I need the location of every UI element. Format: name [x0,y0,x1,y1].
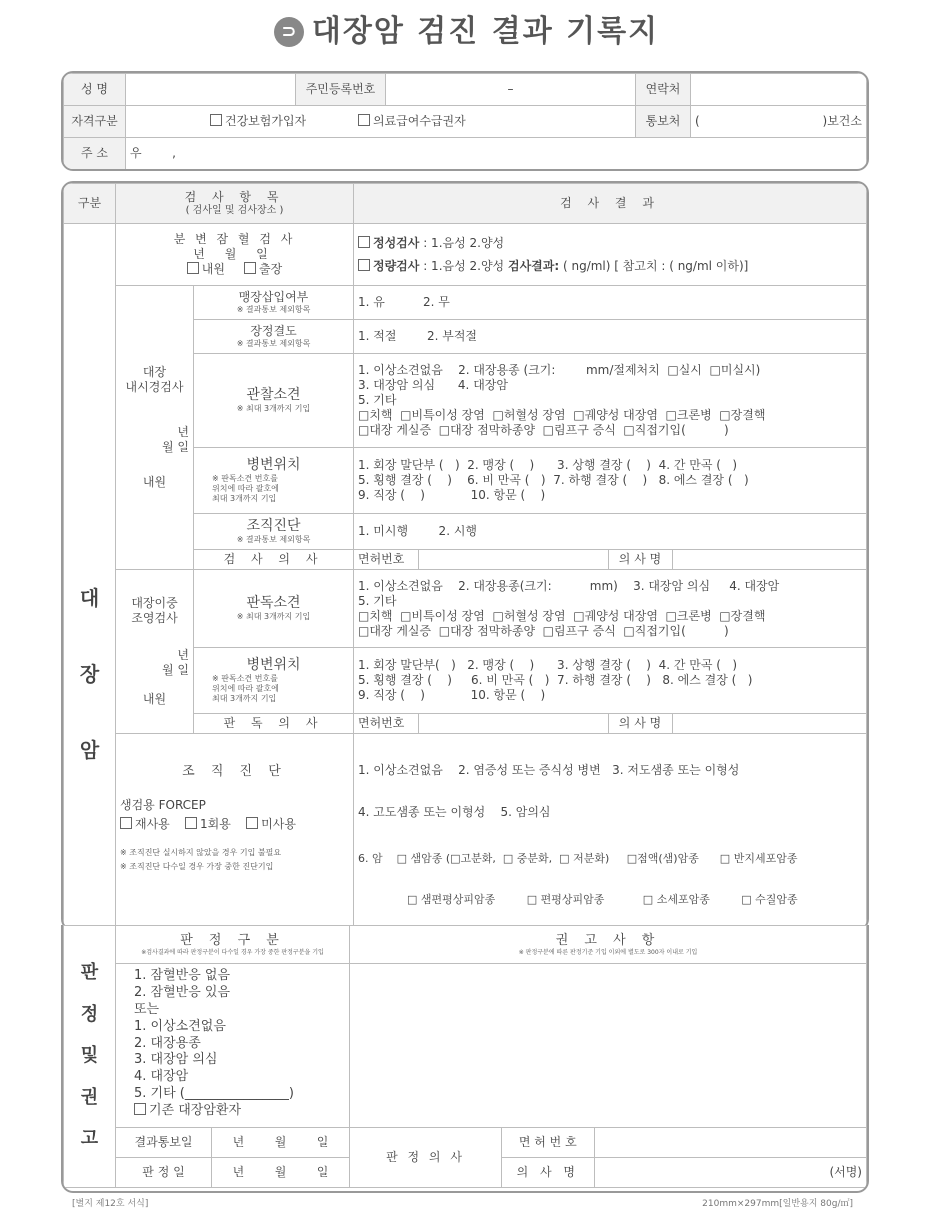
logo-icon: ⊃ [274,17,304,47]
head-results: 검 사 결 과 [354,184,867,224]
checkbox-single-use[interactable] [185,817,197,829]
barium-row-location: 병변위치 ※ 판독소견 번호를 위치에 따라 괄호에 최대 3개까지 기입 [194,648,354,714]
qual-options: 건강보험가입자 의료급여수급권자 [126,106,636,138]
judgement-section [61,925,869,1193]
form-title: ⊃ 대장암 검진 결과 기록지 [0,6,933,50]
colon-row-location: 병변위치 ※ 판독소견 번호를 위치에 따라 괄호에 최대 3개까지 기입 [194,448,354,514]
judge-license-row [502,1128,867,1158]
colon-row-cecal: 맹장삽입여부 ※ 결과통보 제외항목 [194,286,354,320]
checkbox-reuse[interactable] [120,817,132,829]
judge-doctor-label: 판 정 의 사 [350,1128,502,1188]
colon-location-result[interactable]: 1. 회장 말단부 ( ) 2. 맹장 ( ) 3. 상행 결장 ( ) 4. 간 만곡 ( ) 5. 횡행 결장 ( ) 6. 비 만곡 ( ) 7. 하행 결장 ( ) 8. 에스 결장 ( ) 9. 직장 ( ) 10. 항문 ( ) [354,448,867,514]
biopsy-item: 조 직 진 단 생검용 FORCEP 재사용 1회용 미사용 ※ 조직진단 실시하지 않았을 경우 기입 불필요 ※ 조직진단 다수일 경우 가장 중한 진단기입 [116,734,354,932]
exam-section [61,181,869,931]
judge-sign-field[interactable]: (서명) [829,1165,862,1179]
barium-row-findings: 판독소견 ※ 최대 3개까지 기입 [194,570,354,648]
info-section [61,71,869,171]
notify-date-field[interactable]: 년 월 일 [212,1128,350,1158]
checkbox-unused[interactable] [246,817,258,829]
qual-label: 자격구분 [64,106,126,138]
judgement-items[interactable]: 1. 잠혈반응 없음 2. 잠혈반응 있음 또는 1. 이상소견없음 2. 대장용종 3. 대장암 의심 4. 대장암 5. 기타 (________________) 기존 대장암환자 [116,964,350,1128]
checkbox-quantitative[interactable] [358,259,370,271]
name-label: 성 명 [64,74,126,106]
judge-date-label: 판 정 일 [116,1158,212,1188]
name-field[interactable] [126,74,296,106]
barium-location-result[interactable]: 1. 회장 말단부( ) 2. 맹장 ( ) 3. 상행 결장 ( ) 4. 간 만곡 ( ) 5. 횡행 결장 ( ) 6. 비 만곡 ( ) 7. 하행 결장 ( ) 8. 에스 결장 ( ) 9. 직장 ( ) 10. 항문 ( ) [354,648,867,714]
notify-date-label: 결과통보일 [116,1128,212,1158]
judge-license-label: 면 허 번 호 [502,1128,594,1157]
judge-doctor-name-label: 의 사 명 [502,1158,594,1187]
barium-license-label: 면허번호 [354,714,418,733]
barium-doctor-name-label: 의 사 명 [608,714,672,733]
colon-license-field[interactable] [418,550,608,569]
judgement-side-label: 판 정 및 권 고 [64,926,116,1188]
colon-row-prep: 장정결도 ※ 결과통보 제외항목 [194,320,354,354]
id-field[interactable]: – [386,74,636,106]
fobt-result: 정성검사 : 1.음성 2.양성 정량검사 : 1.음성 2.양성 검사결과: ( ng/ml) [ 참고치 : ( ng/ml 이하)] [354,224,867,286]
colon-row-findings: 관찰소견 ※ 최대 3개까지 기입 [194,354,354,448]
judge-license-field[interactable] [594,1128,866,1157]
colon-doctor-row [354,550,867,570]
checkbox-visit[interactable] [187,262,199,274]
barium-findings-result[interactable]: 1. 이상소견없음 2. 대장용종(크기: mm) 3. 대장암 의심 4. 대장암 5. 기타 □치핵 □비특이성 장염 □허혈성 장염 □궤양성 대장염 □크론병 □장결핵 □대장 게실증 □대장 점막하종양 □림프구 증식 □직접기입( ) [354,570,867,648]
colonoscopy-item: 대장 내시경검사 년 월 일 내원 [116,286,194,570]
colon-cancer-side-label: 대 장 암 [64,224,116,932]
judge-name-row [502,1158,867,1188]
judgement-head: 판 정 구 분 ※검사결과에 따라 판정구분이 다수일 경우 가장 중한 판정구분을 기입 [116,926,350,964]
fobt-item: 분 변 잠 혈 검 사 년 월 일 내원 출장 [116,224,354,286]
colon-doctor-name-field[interactable] [672,550,866,569]
footer-left: [별지 제12호 서식] [72,1199,149,1209]
footer-right: 210mm×297mm[일반용지 80g/㎡] [702,1199,853,1209]
colon-prep-result[interactable]: 1. 적절 2. 부적절 [354,320,867,354]
checkbox-onsite[interactable] [244,262,256,274]
colon-cecal-result[interactable]: 1. 유 2. 무 [354,286,867,320]
head-category: 구분 [64,184,116,224]
colon-doctor-label: 검 사 의 사 [194,550,354,570]
colon-license-label: 면허번호 [354,550,418,569]
barium-doctor-name-field[interactable] [672,714,866,733]
checkbox-qualitative[interactable] [358,236,370,248]
addr-field[interactable]: 우 , [126,138,867,170]
notify-field[interactable]: ( )보건소 [691,106,867,138]
colon-biopsy-result[interactable]: 1. 미시행 2. 시행 [354,514,867,550]
addr-label: 주 소 [64,138,126,170]
notify-label: 통보처 [636,106,691,138]
barium-item: 대장이중 조영검사 년 월 일 내원 [116,570,194,734]
colon-findings-result[interactable]: 1. 이상소견없음 2. 대장용종 (크기: mm/절제처치 □실시 □미실시) 3. 대장암 의심 4. 대장암 5. 기타 □치핵 □비특이성 장염 □허혈성 장염 □궤양성 대장염 □크론병 □장결핵 □대장 게실증 □대장 점막하종양 □림프구 증식 □직접기입( ) [354,354,867,448]
advice-head: 권 고 사 항 ※ 판정구분에 따른 판정기준 기입 이외에 별도로 300자 이내로 기입 [350,926,867,964]
colon-row-biopsy: 조직진단 ※ 결과통보 제외항목 [194,514,354,550]
checkbox-prior-patient[interactable] [134,1103,146,1115]
barium-license-field[interactable] [418,714,608,733]
checkbox-insured[interactable] [210,114,222,126]
judge-date-field[interactable]: 년 월 일 [212,1158,350,1188]
barium-doctor-label: 판 독 의 사 [194,714,354,734]
barium-doctor-row [354,714,867,734]
id-label: 주민등록번호 [296,74,386,106]
biopsy-result[interactable]: 1. 이상소견없음 2. 염증성 또는 증식성 병변 3. 저도샘종 또는 이형성 4. 고도샘종 또는 이형성 5. 암의심 6. 암 □ 샘암종 (□고분화, □ 중분화, □ 저분화) □점액(샘)암종 □ 반지세포암종 □ 샘편평상피암종 □ 편평상피암종 □ 소세포암종 □ 수질암종 [354,734,867,932]
contact-label: 연락처 [636,74,691,106]
contact-field[interactable] [691,74,867,106]
colon-doctor-name-label: 의 사 명 [608,550,672,569]
checkbox-medical-aid[interactable] [358,114,370,126]
head-items: 검 사 항 목 ( 검사일 및 검사장소 ) [116,184,354,224]
advice-field[interactable] [350,964,867,1128]
